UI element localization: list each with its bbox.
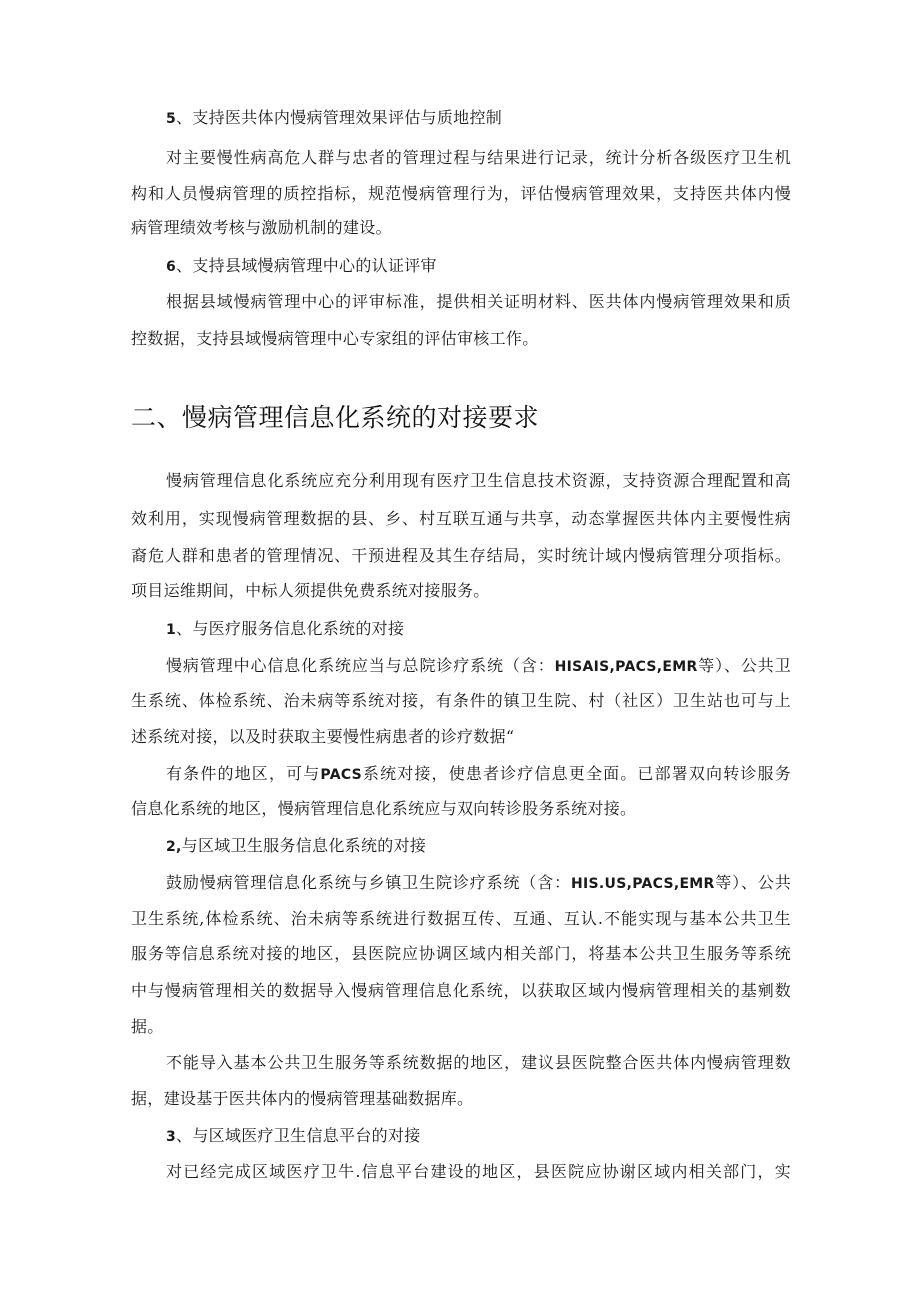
paragraph-line: 控数据，支持县域慢病管理中心专家组的评估审核工作。 <box>131 329 539 348</box>
paragraph-line: 根据县域慢病管理中心的评审标准，提供相关证明材料、医共体内慢病管理效果和质 <box>166 292 791 311</box>
subsection-2-heading <box>166 836 791 857</box>
paragraph-line: 慢病管理信息化系统应充分利用现有医疗卫生信息技术资源，支持资源合理配置和高 <box>166 471 791 490</box>
section-title: 、支持县域慢病管理中心的认证评审 <box>176 256 437 275</box>
section-number: 2, <box>166 839 182 855</box>
section-title: 、与区域医疗卫生信息平台的对接 <box>176 1126 421 1145</box>
section-number: 1 <box>166 622 177 638</box>
paragraph-line: 对已经完成区域医疗卫牛.信息平台建设的地区，县医院应协谢区域内相关部门，实 <box>166 1162 791 1181</box>
paragraph-line <box>166 764 791 785</box>
system-codes: HISAIS,PACS,EMR <box>554 659 698 675</box>
paragraph-line: 生系统、体检系统、治未病等系统对接，有条件的镇卫生院、村（社区）卫生站也可与上 <box>131 691 791 710</box>
paragraph-line <box>166 656 791 677</box>
paragraph-line: 卫生系统,体检系统、治未病等系统进行数据互传、互通、互认.不能实现与基本公共卫生 <box>131 909 791 928</box>
paragraph-line: 述系统对接，以及时获取主要慢性病患者的诊疗数据“ <box>131 727 515 746</box>
section-title: 与区域卫生服务信息化系统的对接 <box>181 836 427 855</box>
paragraph-line: 裔危人群和患者的管理情况、干预进程及其生存结局，实时统计域内慢病管理分项指标。 <box>131 546 791 565</box>
section-number: 3 <box>166 1129 177 1145</box>
subsection-3-heading <box>166 1126 791 1147</box>
text-span: 系统对接，使患者诊疗信息更全面。已部署双向转诊服务 <box>362 764 791 783</box>
paragraph-line: 据，建设基于医共体内的慢病管理基础数据库。 <box>131 1089 474 1108</box>
section-number: 6 <box>166 259 177 275</box>
section-title: 、支持医共体内慢病管理效果评估与质地控制 <box>176 108 503 127</box>
subsection-1-heading <box>166 619 791 640</box>
section-number: 5 <box>166 111 177 127</box>
system-codes: PACS <box>320 767 363 783</box>
paragraph-line: 病管理绩效考核与激励机制的建设。 <box>131 218 392 237</box>
paragraph-line: 对主要慢性病高危人群与忠者的管理过程与结果进行记录，统计分析各级医疗卫生机 <box>166 148 791 167</box>
paragraph-line <box>166 873 791 894</box>
text-span: 等）、公共卫 <box>697 656 791 675</box>
section-title: 、与医疗服务信息化系统的对接 <box>176 619 405 638</box>
text-span: 鼓励慢病管理信息化系统与乡镇卫生院诊疗系统（含： <box>166 873 571 892</box>
paragraph-line: 效利用，实现慢病管理数据的县、乡、村互联互通与共享，动态掌握医共体内主要慢性病 <box>131 509 791 528</box>
paragraph-line: 项目运维期间，中标人须提供免费系统对接服务。 <box>131 581 490 600</box>
chapter-heading: 二、慢病管理信息化系统的对接要求 <box>131 403 540 432</box>
section-6-heading <box>166 256 791 277</box>
system-codes: HIS.US,PACS,EMR <box>571 876 715 892</box>
paragraph-line: 信息化系统的地区，慢病管理信息化系统应与双向转诊股务系统对接。 <box>131 799 637 818</box>
text-span: 慢病管理中心信息化系统应当与总院诊疗系统（含： <box>166 656 555 675</box>
paragraph-line: 不能导入基本公共卫生服务等系统数据的地区，建议县医院整合医共体内慢病管理数 <box>166 1053 791 1072</box>
paragraph-line: 服务等信息系统对接的地区，县医院应协调区域内相关部门，将基本公共卫生服务等系统 <box>131 944 791 963</box>
paragraph-line: 中与慢病管理相关的数据导入慢病管理信息化系统，以获取区域内慢病管理相关的基剜数 <box>131 981 791 1000</box>
text-span: 有条件的地区，可与 <box>166 764 321 783</box>
section-5-heading <box>166 108 791 129</box>
paragraph-line: 据。 <box>131 1017 164 1036</box>
paragraph-line: 构和人员慢病管理的质控指标，规范慢病管理行为，评估慢病管理效果，支持医共体内慢 <box>131 184 791 203</box>
text-span: 等）、公共 <box>714 873 791 892</box>
